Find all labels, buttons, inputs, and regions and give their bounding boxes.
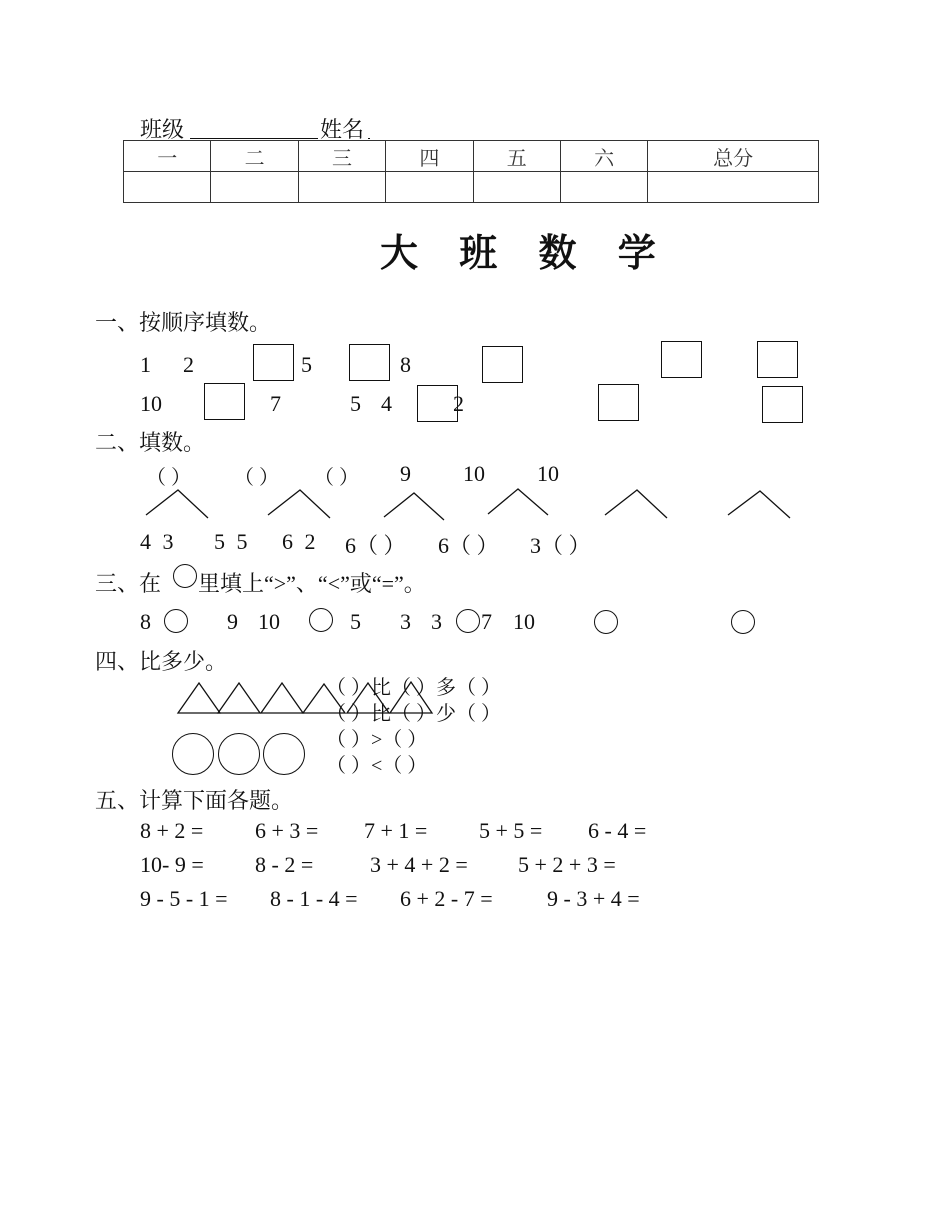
equation: 8 - 1 - 4 = xyxy=(270,886,358,911)
compare-number: 7 xyxy=(481,609,492,634)
score-header-cell: 一 xyxy=(124,141,211,172)
compare-number: 3 xyxy=(431,609,442,634)
split-bottom: 6 2 xyxy=(282,529,316,554)
seq-number: 5 xyxy=(350,391,361,416)
seq-number: 5 xyxy=(301,352,312,377)
split-top: （ ） xyxy=(146,467,191,489)
compare-number: 10 xyxy=(258,609,280,634)
equation: 5 + 5 = xyxy=(479,818,543,843)
section-3-heading-end: 里填上“>”、“<”或“=”。 xyxy=(198,571,426,596)
compare-number: 9 xyxy=(227,609,238,634)
score-header-cell: 六 xyxy=(560,141,647,172)
split-top: 10 xyxy=(537,461,559,486)
split-branch xyxy=(728,491,790,518)
triangle-figure xyxy=(261,683,303,713)
split-bottom: 6（ ） xyxy=(438,533,499,558)
name-label: 姓名 xyxy=(320,117,365,142)
split-branch xyxy=(488,489,548,515)
split-bottom: 4 3 xyxy=(140,529,174,554)
section-2-heading: 二、填数。 xyxy=(95,430,206,455)
seq-number: 8 xyxy=(400,352,411,377)
compare-sentence: （ ）>（ ） xyxy=(326,729,428,751)
split-bottom: 6（ ） xyxy=(345,533,406,558)
split-branch xyxy=(268,490,330,518)
split-branch xyxy=(384,493,444,520)
compare-number: 5 xyxy=(350,609,361,634)
compare-number: 8 xyxy=(140,609,151,634)
equation: 5 + 2 + 3 = xyxy=(518,852,616,877)
equation: 10- 9 = xyxy=(140,852,204,877)
equation: 8 + 2 = xyxy=(140,818,204,843)
seq-number: 10 xyxy=(140,391,162,416)
split-top: 10 xyxy=(463,461,485,486)
triangle-figure xyxy=(178,683,220,713)
split-branch xyxy=(146,490,208,518)
seq-number: 1 xyxy=(140,352,151,377)
split-top: （ ） xyxy=(234,467,279,489)
split-top: 9 xyxy=(400,461,411,486)
split-bottom: 5 5 xyxy=(214,529,248,554)
seq-number: 2 xyxy=(453,391,464,416)
section-5-heading: 五、计算下面各题。 xyxy=(95,788,294,813)
section-4-heading: 四、比多少。 xyxy=(95,649,228,674)
score-header-cell: 四 xyxy=(386,141,473,172)
triangle-figure xyxy=(303,684,345,713)
equation: 3 + 4 + 2 = xyxy=(370,852,468,877)
compare-sentence: （ ）比（ ）多（ ） xyxy=(326,677,501,699)
section-1-heading: 一、按顺序填数。 xyxy=(95,310,272,335)
seq-number: 4 xyxy=(381,391,392,416)
score-header-cell: 五 xyxy=(473,141,560,172)
split-bottom: 3（ ） xyxy=(530,533,591,558)
score-header-cell: 二 xyxy=(211,141,298,172)
triangle-figure xyxy=(218,683,260,713)
score-header-cell: 三 xyxy=(298,141,385,172)
equation: 6 + 2 - 7 = xyxy=(400,886,493,911)
equation: 9 - 5 - 1 = xyxy=(140,886,228,911)
compare-number: 3 xyxy=(400,609,411,634)
class-label: 班级 xyxy=(140,117,185,142)
compare-number: 10 xyxy=(513,609,535,634)
split-branch xyxy=(605,490,667,518)
triangle-figure xyxy=(390,682,432,713)
section-3-heading-start: 三、在 xyxy=(95,571,162,596)
equation: 6 - 4 = xyxy=(588,818,647,843)
equation: 8 - 2 = xyxy=(255,852,314,877)
compare-sentence: （ ）<（ ） xyxy=(326,755,428,777)
seq-number: 2 xyxy=(183,352,194,377)
compare-sentence: （ ）比（ ）少（ ） xyxy=(326,703,501,725)
split-top: （ ） xyxy=(314,467,359,489)
seq-number: 7 xyxy=(270,391,281,416)
equation: 7 + 1 = xyxy=(364,818,428,843)
equation: 6 + 3 = xyxy=(255,818,319,843)
triangle-figure xyxy=(347,683,389,713)
equation: 9 - 3 + 4 = xyxy=(547,886,640,911)
score-header-cell: 总分 xyxy=(648,141,819,172)
page-title: 大 班 数 学 xyxy=(380,231,670,275)
